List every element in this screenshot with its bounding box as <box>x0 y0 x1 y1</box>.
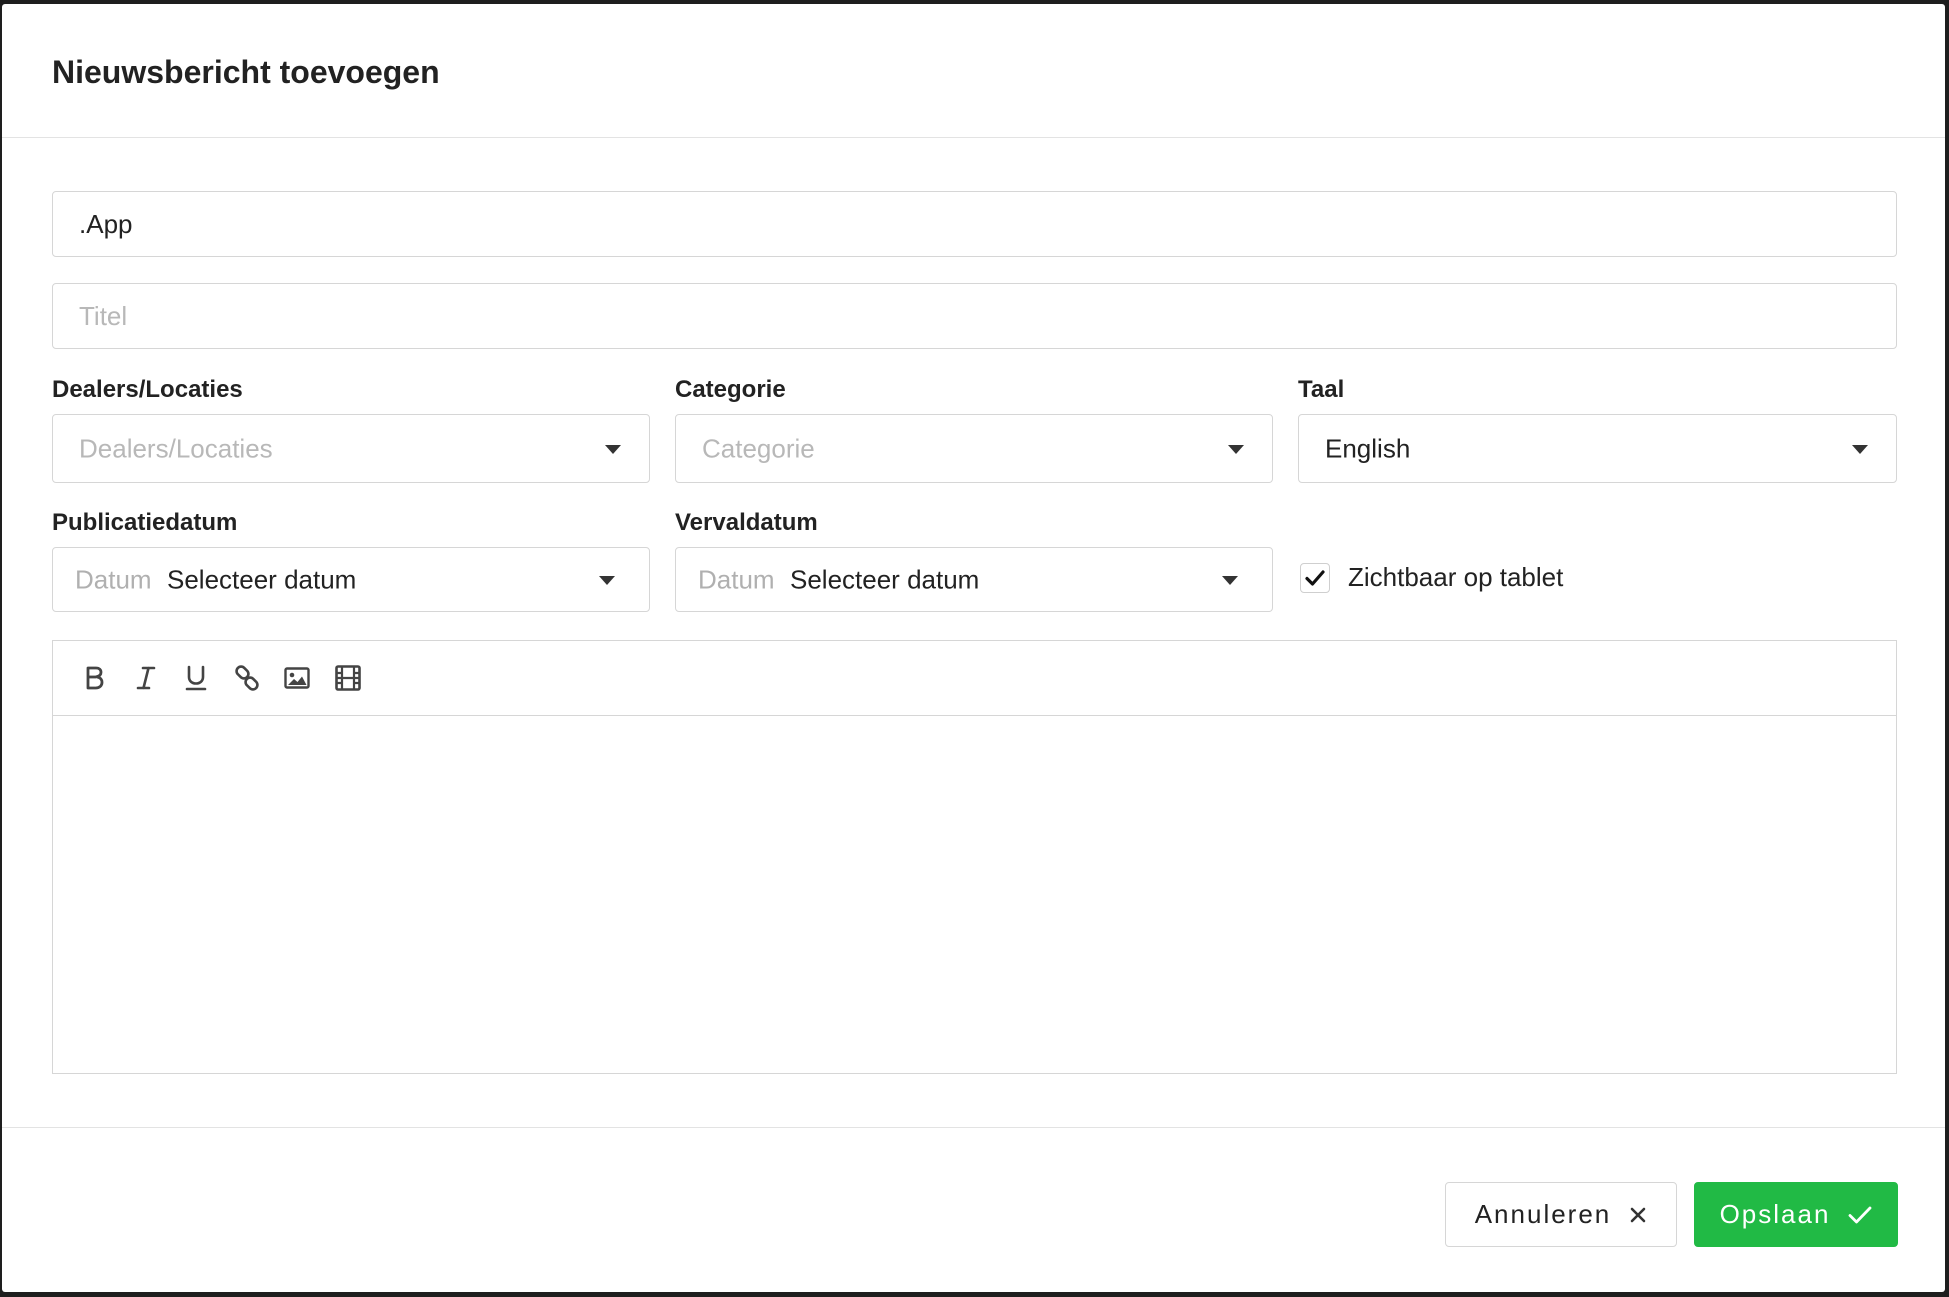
language-select[interactable] <box>1298 414 1897 483</box>
checkmark-icon <box>1848 1206 1872 1224</box>
save-button[interactable] <box>1694 1182 1898 1247</box>
bold-icon <box>84 666 106 690</box>
close-icon <box>1629 1206 1647 1224</box>
date-prefix: Datum <box>698 564 775 594</box>
dealers-select[interactable] <box>52 414 650 483</box>
language-value: English <box>1325 433 1411 463</box>
editor-toolbar <box>53 641 1896 716</box>
underline-button[interactable] <box>180 662 212 694</box>
dealers-label: Dealers/Locaties <box>52 376 243 403</box>
image-icon <box>284 667 310 689</box>
italic-button[interactable] <box>130 662 162 694</box>
date-prefix: Datum <box>75 564 152 594</box>
link-icon <box>234 665 260 691</box>
date-value: Selecteer datum <box>790 564 980 594</box>
publication-date-picker[interactable] <box>52 547 650 612</box>
checkmark-icon <box>1305 570 1325 586</box>
caret-down-icon <box>1852 445 1868 454</box>
category-placeholder: Categorie <box>702 433 815 463</box>
category-select[interactable] <box>675 414 1273 483</box>
add-news-modal <box>2 4 1945 1292</box>
caret-down-icon <box>1222 576 1238 585</box>
expiry-date-label: Vervaldatum <box>675 509 818 536</box>
save-button-label: Opslaan <box>1719 1199 1831 1229</box>
caret-down-icon <box>605 445 621 454</box>
expiry-date-picker[interactable] <box>675 547 1273 612</box>
cancel-button[interactable] <box>1445 1182 1677 1247</box>
tablet-visible-checkbox[interactable] <box>1300 563 1330 593</box>
rich-text-editor <box>52 640 1897 1074</box>
caret-down-icon <box>599 576 615 585</box>
image-button[interactable] <box>281 662 313 694</box>
bold-button[interactable] <box>79 662 111 694</box>
publication-date-label: Publicatiedatum <box>52 509 238 536</box>
category-label: Categorie <box>675 376 786 403</box>
modal-footer <box>2 1127 1945 1292</box>
caret-down-icon <box>1228 445 1244 454</box>
underline-icon <box>185 665 207 691</box>
title-input[interactable] <box>52 283 1897 349</box>
modal-title: Nieuwsbericht toevoegen <box>52 54 440 90</box>
app-input[interactable] <box>52 191 1897 257</box>
film-icon <box>335 665 361 691</box>
video-button[interactable] <box>332 662 364 694</box>
editor-content-area[interactable] <box>53 716 1896 1074</box>
date-value: Selecteer datum <box>167 564 357 594</box>
link-button[interactable] <box>231 662 263 694</box>
italic-icon <box>135 666 157 690</box>
dealers-placeholder: Dealers/Locaties <box>79 433 273 463</box>
modal-header <box>2 4 1945 138</box>
cancel-button-label: Annuleren <box>1474 1199 1612 1229</box>
tablet-visible-label: Zichtbaar op tablet <box>1348 562 1564 592</box>
language-label: Taal <box>1298 376 1345 403</box>
tablet-visible-toggle[interactable] <box>1300 562 1563 593</box>
